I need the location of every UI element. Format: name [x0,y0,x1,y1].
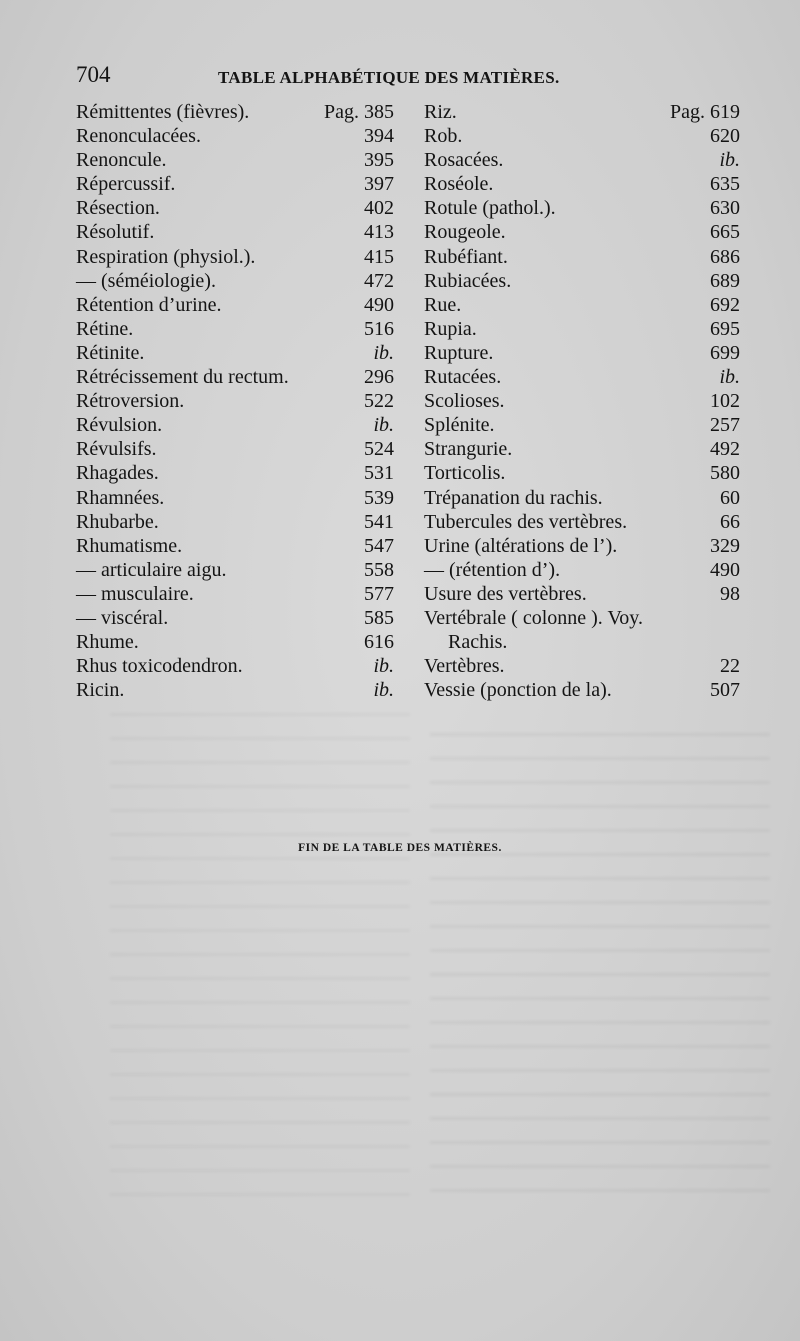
index-entry [424,558,740,582]
index-term: Révulsion. [76,414,163,437]
index-page-ref: Pag. 385 [324,101,394,123]
index-entry [76,172,394,196]
index-term: Rhamnées. [76,486,165,509]
index-entry [76,220,394,244]
index-entry [424,293,740,317]
index-term: Rétention d’urine. [76,293,222,316]
index-page-ref: 689 [710,269,740,292]
index-page-ref: 60 [720,486,740,509]
index-entry [76,413,394,437]
index-page-ref: 415 [364,245,394,268]
index-entry [76,148,394,172]
index-page-ref: 585 [364,606,394,629]
index-entry [76,582,394,606]
index-page-ref: 558 [364,558,394,581]
index-page-ref: 531 [364,462,394,485]
index-entry [76,558,394,582]
index-term: Résection. [76,197,160,220]
index-term: Rubéfiant. [424,245,508,268]
index-entry [424,437,740,461]
index-term: Strangurie. [424,438,513,461]
index-page-ref: ib. [719,366,740,389]
index-page-ref: 98 [720,582,740,605]
index-term: Rutacées. [424,366,502,389]
index-page-ref: 524 [364,438,394,461]
index-term: Rhus toxicodendron. [76,655,243,678]
index-entry [424,630,740,654]
index-page-ref: 692 [710,293,740,316]
index-page-ref: 577 [364,582,394,605]
index-term: — articulaire aigu. [76,558,227,581]
index-term: Révulsifs. [76,438,157,461]
index-entry [76,630,394,654]
index-entry [76,606,394,630]
index-entry [424,148,740,172]
index-entry [424,196,740,220]
index-page-ref: 547 [364,534,394,557]
index-entry [424,654,740,678]
index-term: Rue. [424,293,462,316]
bleed-through-left [110,700,410,1200]
index-entry [76,293,394,317]
index-term: — viscéral. [76,606,169,629]
index-term: Vessie (ponction de la). [424,679,612,702]
index-column-left [76,100,394,702]
index-term: Vertébrale ( colonne ). Voy. [424,606,644,629]
index-term: Rétroversion. [76,390,185,413]
index-page-ref: 580 [710,462,740,485]
index-term: — (rétention d’). [424,558,561,581]
index-entry [76,100,394,124]
index-entry [76,317,394,341]
index-page-ref: 541 [364,510,394,533]
index-term: Rupia. [424,317,477,340]
index-term: Rétrécissement du rectum. [76,366,289,389]
index-entry [424,510,740,534]
index-page-ref: 620 [710,125,740,148]
index-page-ref: 516 [364,317,394,340]
index-term: Vertèbres. [424,655,505,678]
index-term: Rhubarbe. [76,510,159,533]
index-term: Ricin. [76,679,125,702]
index-page-ref: 630 [710,197,740,220]
running-title: TABLE ALPHABÉTIQUE DES MATIÈRES. [218,68,560,87]
index-term: Roséole. [424,173,494,196]
index-page-ref: 402 [364,197,394,220]
index-term: Riz. [424,101,457,123]
index-term: Rougeole. [424,221,506,244]
index-entry [424,172,740,196]
index-page-ref: 472 [364,269,394,292]
index-entry [76,269,394,293]
index-entry [424,582,740,606]
index-page-ref: 66 [720,510,740,533]
index-entry [76,486,394,510]
index-term: Urine (altérations de l’). [424,534,618,557]
index-page-ref: 695 [710,317,740,340]
index-page-ref: 395 [364,149,394,172]
index-term: Rachis. [448,631,508,654]
index-term: Tubercules des vertèbres. [424,510,628,533]
index-entry [76,196,394,220]
index-entry [76,437,394,461]
index-page-ref: 490 [710,558,740,581]
index-term: Splénite. [424,414,495,437]
index-page-ref: 522 [364,390,394,413]
index-term: Rosacées. [424,149,504,172]
index-entry [424,269,740,293]
index-page-ref: ib. [373,655,394,678]
index-page-ref: 665 [710,221,740,244]
index-entry [424,606,740,630]
index-term: Renonculacées. [76,125,201,148]
index-entry [76,389,394,413]
index-entry [76,124,394,148]
index-page-ref: 257 [710,414,740,437]
index-term: Trépanation du rachis. [424,486,603,509]
index-entry [424,413,740,437]
index-term: Rémittentes (fièvres). [76,101,250,123]
index-page-ref: 394 [364,125,394,148]
index-entry [76,510,394,534]
index-entry [424,245,740,269]
index-entry [424,461,740,485]
index-entry [424,365,740,389]
index-entry [424,389,740,413]
index-term: Rétinite. [76,341,145,364]
index-entry [424,341,740,365]
end-note: FIN DE LA TABLE DES MATIÈRES. [298,842,502,854]
index-entry [76,534,394,558]
index-term: Rhagades. [76,462,159,485]
index-term: Rhumatisme. [76,534,183,557]
index-page-ref: 296 [364,366,394,389]
index-term: — (séméiologie). [76,269,216,292]
index-entry [424,100,740,124]
index-page-ref: 539 [364,486,394,509]
index-page-ref: 492 [710,438,740,461]
index-page-ref: ib. [373,414,394,437]
index-term: Renoncule. [76,149,167,172]
index-page-ref: 699 [710,341,740,364]
index-entry [76,654,394,678]
index-page-ref: 490 [364,293,394,316]
index-entry [76,461,394,485]
index-term: Rob. [424,125,463,148]
index-page-ref: ib. [373,341,394,364]
index-term: Rotule (pathol.). [424,197,556,220]
index-entry [76,341,394,365]
index-term: Torticolis. [424,462,506,485]
index-term: Rupture. [424,341,494,364]
index-page-ref: 616 [364,631,394,654]
index-page-ref: 413 [364,221,394,244]
index-page-ref: 507 [710,679,740,702]
index-page-ref: 635 [710,173,740,196]
index-column-right [424,100,740,702]
index-page-ref: Pag. 619 [670,101,740,123]
index-entry [424,486,740,510]
index-term: Usure des vertèbres. [424,582,587,605]
index-entry [424,317,740,341]
index-term: Scolioses. [424,390,505,413]
index-entry [424,124,740,148]
index-page-ref: 686 [710,245,740,268]
page-header [76,62,736,92]
index-page-ref: ib. [719,149,740,172]
index-entry [76,678,394,702]
index-term: Répercussif. [76,173,176,196]
index-term: Respiration (physiol.). [76,245,256,268]
index-term: Rétine. [76,317,134,340]
index-term: Résolutif. [76,221,155,244]
index-page-ref: 397 [364,173,394,196]
index-page-ref: 102 [710,390,740,413]
index-term: Rubiacées. [424,269,512,292]
index-entry [76,245,394,269]
page-number: 704 [76,62,111,87]
bleed-through-right [430,720,770,1200]
index-page-ref: ib. [373,679,394,702]
index-page-ref: 22 [720,655,740,678]
index-entry [76,365,394,389]
index-entry [424,678,740,702]
index-entry [424,220,740,244]
index-term: — musculaire. [76,582,194,605]
index-page-ref: 329 [710,534,740,557]
index-term: Rhume. [76,631,139,654]
index-entry [424,534,740,558]
